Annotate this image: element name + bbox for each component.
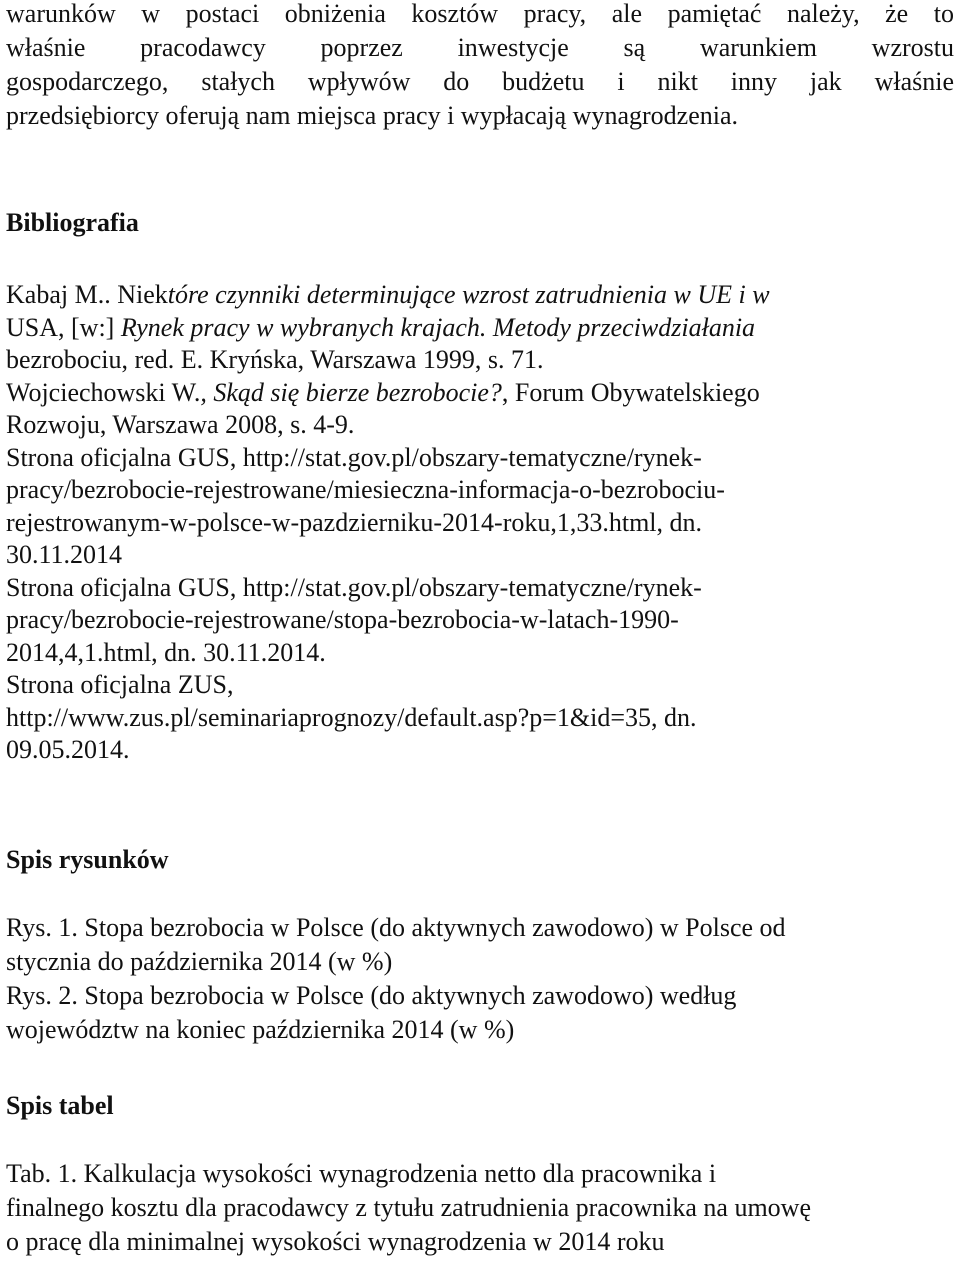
bib-zus-line: http://www.zus.pl/seminariaprognozy/default.asp?p=1&id=35, dn. [6,702,697,732]
figure-entry-line: Rys. 2. Stopa bezrobocia w Polsce (do aktywnych zawodowo) według [6,981,737,1010]
table-entry-line: Tab. 1. Kalkulacja wysokości wynagrodzenia netto dla pracownika i [6,1159,717,1188]
bib-entry-kabaj [6,279,954,377]
bib-wojciechowski-author: Wojciechowski W. [6,377,201,407]
bib-wojciechowski-title: , Skąd się bierze bezrobocie? [200,377,502,407]
figures-heading: Spis rysunków [6,845,169,874]
figure-entry-line: stycznia do października 2014 (w %) [6,947,393,976]
intro-line-2: właśnie pracodawcy poprzez inwestycje są warunkiem wzrostu [6,33,954,62]
bib-gus1-line: Strona oficjalna GUS, http://stat.gov.pl/obszary-tematyczne/rynek- [6,442,702,472]
table-entry-1 [6,1157,954,1259]
bib-entry-gus-1 [6,442,954,572]
bib-entry-gus-2 [6,572,954,670]
bib-kabaj-title: tóre czynniki determinujące wzrost zatrudnienia w UE i w [167,280,770,309]
bib-kabaj-book: Rynek pracy w wybranych krajach. Metody przeciwdziałania [120,312,756,342]
tables-heading: Spis tabel [6,1091,114,1120]
bib-gus2-line: Strona oficjalna GUS, http://stat.gov.pl/obszary-tematyczne/rynek- [6,572,702,602]
figure-entry-line: województw na koniec października 2014 (w %) [6,1015,515,1044]
bib-wojciechowski-details: Rozwoju, Warszawa 2008, s. 4-9. [6,410,355,439]
intro-paragraph [6,0,954,133]
bib-kabaj-author: Kabaj M.. Niek [6,280,168,309]
bib-gus2-line: pracy/bezrobocie-rejestrowane/stopa-bezrobocia-w-latach-1990- [6,605,679,634]
figure-entry-2 [6,979,954,1047]
table-entry-line: finalnego kosztu dla pracodawcy z tytułu zatrudnienia pracownika na umowę [6,1193,811,1222]
figure-entry-line: Rys. 1. Stopa bezrobocia w Polsce (do aktywnych zawodowo) w Polsce od [6,913,786,942]
figure-entry-1 [6,911,954,979]
bib-wojciechowski-publisher: , Forum Obywatelskiego [501,377,760,407]
figures-list [6,911,954,1047]
bib-gus1-line: rejestrowanym-w-polsce-w-pazdzierniku-2014-roku,1,33.html, dn. [6,507,703,537]
intro-line-3: gospodarczego, stałych wpływów do budżetu i nikt inny jak właśnie [6,67,954,96]
bib-gus1-line: 30.11.2014 [6,540,123,569]
bib-kabaj-in: USA, [w:] [6,312,121,342]
bibliography-heading: Bibliografia [6,208,139,237]
bib-zus-line: 09.05.2014. [6,735,130,764]
bib-entry-wojciechowski [6,377,954,442]
tables-list [6,1157,954,1259]
intro-line-1: warunków w postaci obniżenia kosztów pracy, ale pamiętać należy, że to [6,0,954,28]
bib-entry-zus [6,669,954,767]
bib-gus1-line: pracy/bezrobocie-rejestrowane/miesieczna-informacja-o-bezrobociu- [6,475,725,504]
bibliography-list [6,279,954,767]
bib-gus2-line: 2014,4,1.html, dn. 30.11.2014. [6,637,326,667]
intro-line-4: przedsiębiorcy oferują nam miejsca pracy i wypłacają wynagrodzenia. [6,101,738,130]
table-entry-line: o pracę dla minimalnej wysokości wynagrodzenia w 2014 roku [6,1227,665,1256]
bib-kabaj-details: bezrobociu, red. E. Kryńska, Warszawa 1999, s. 71. [6,345,544,374]
bib-zus-line: Strona oficjalna ZUS, [6,670,234,699]
